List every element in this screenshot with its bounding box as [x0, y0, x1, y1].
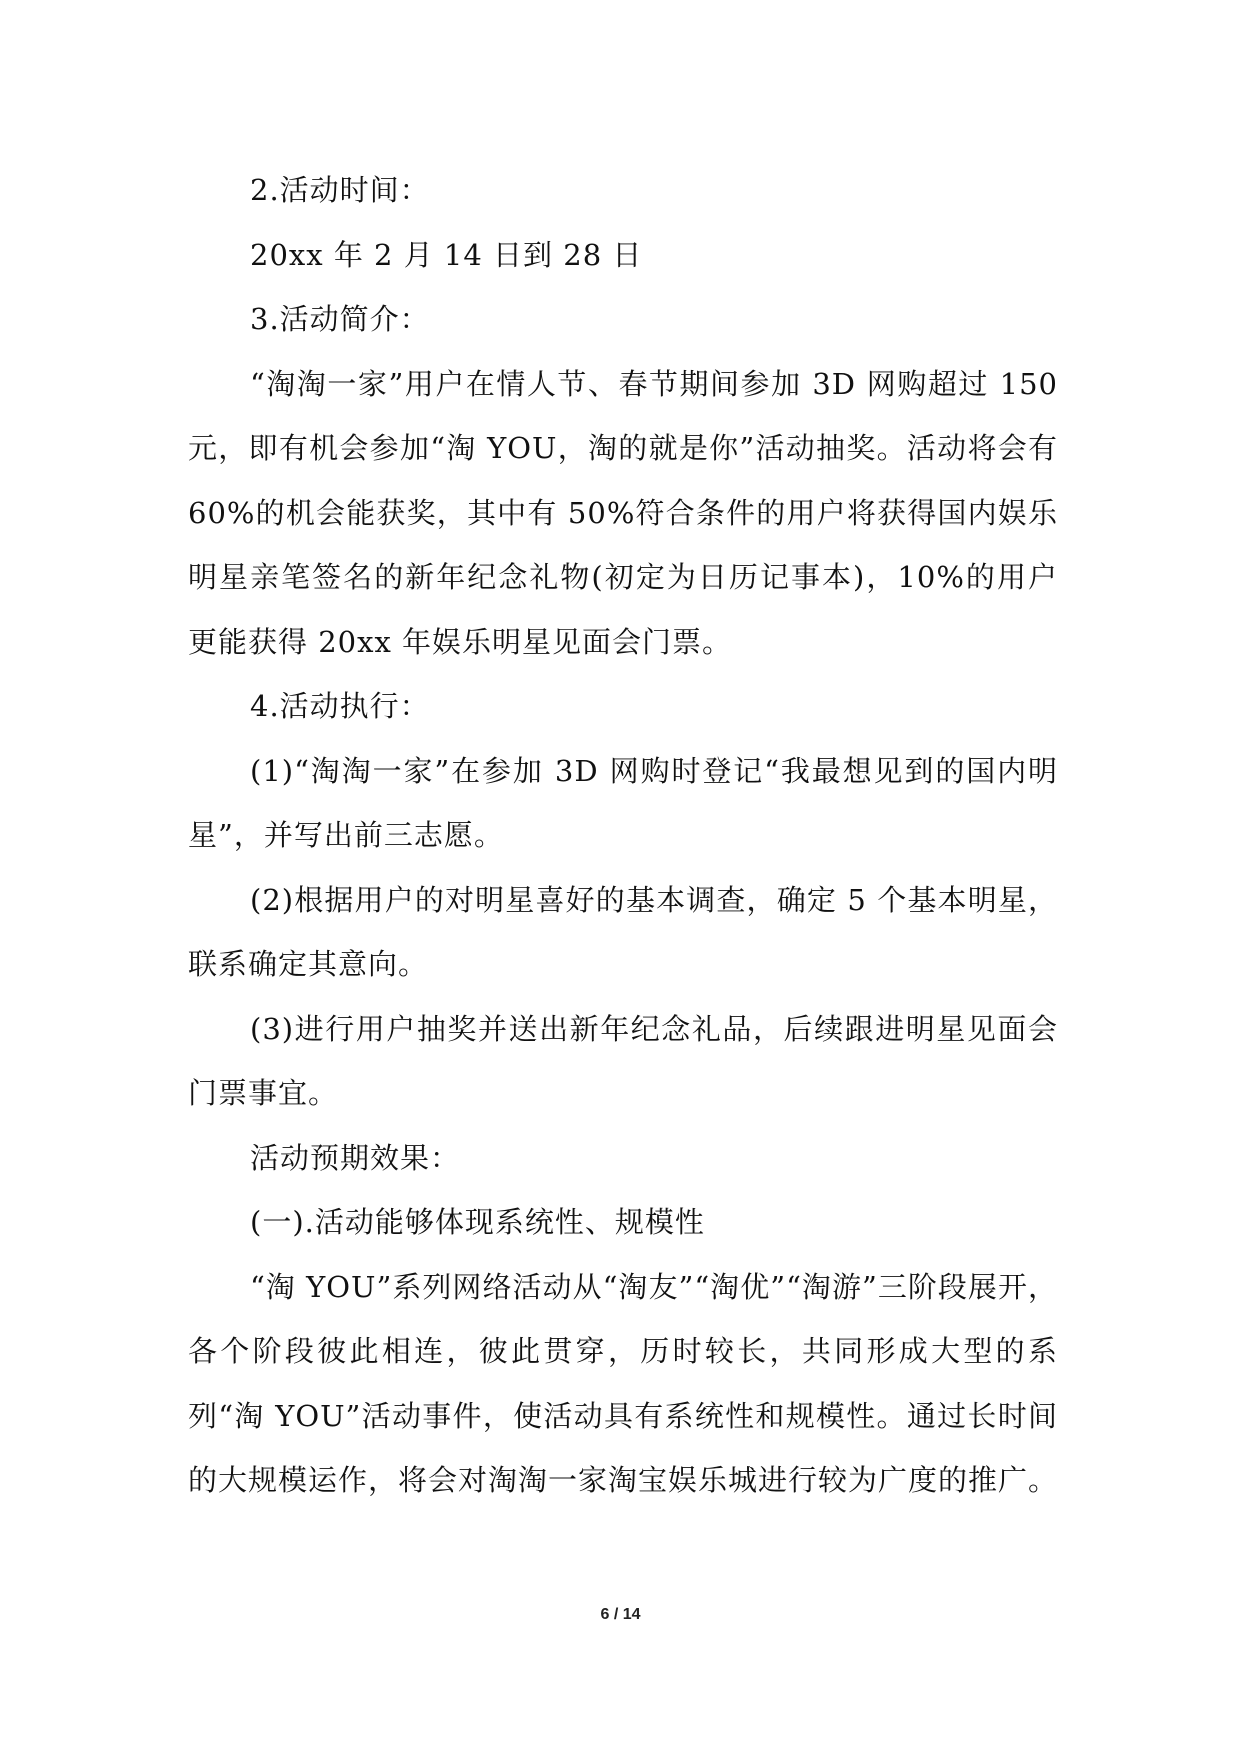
paragraph-execution-step-1: (1)“淘淘一家”在参加 3D 网购时登记“我最想见到的国内明星”，并写出前三志愿。: [188, 753, 1058, 852]
paragraph-activity-dates: 20xx 年 2 月 14 日到 28 日: [250, 237, 643, 272]
paragraph-activity-intro: “淘淘一家”用户在情人节、春节期间参加 3D 网购超过 150 元，即有机会参加“淘 YOU，淘的就是你”活动抽奖。活动将会有 60%的机会能获奖，其中有 50%符合条件的用户将获得国内娱乐明星亲笔签名的新年纪念礼物(初定为日历记事本)，10%的用户更能获得 20xx 年娱乐明星见面会门票。: [188, 366, 1058, 659]
paragraph-expected-effect-heading: 活动预期效果：: [250, 1140, 461, 1175]
paragraph-effect-description: “淘 YOU”系列网络活动从“淘友”“淘优”“淘游”三阶段展开，各个阶段彼此相连，彼此贯穿，历时较长，共同形成大型的系列“淘 YOU”活动事件，使活动具有系统性和规模性。通过长时间的大规模运作，将会对淘淘一家淘宝娱乐城进行较为广度的推广。: [188, 1269, 1059, 1497]
paragraph-execution-step-2: (2)根据用户的对明星喜好的基本调查，确定 5 个基本明星，联系确定其意向。: [188, 882, 1058, 981]
paragraph-activity-time-heading: 2.活动时间：: [250, 173, 430, 207]
paragraph-activity-intro-heading: 3.活动简介：: [250, 302, 430, 336]
paragraph-execution-step-3: (3)进行用户抽奖并送出新年纪念礼品，后续跟进明星见面会门票事宜。: [188, 1011, 1058, 1110]
paragraph-effect-subheading-1: (一).活动能够体现系统性、规模性: [250, 1205, 705, 1239]
document-body: [188, 158, 1058, 1513]
page-number: 6 / 14: [600, 1606, 641, 1623]
paragraph-activity-execution-heading: 4.活动执行：: [250, 689, 430, 723]
